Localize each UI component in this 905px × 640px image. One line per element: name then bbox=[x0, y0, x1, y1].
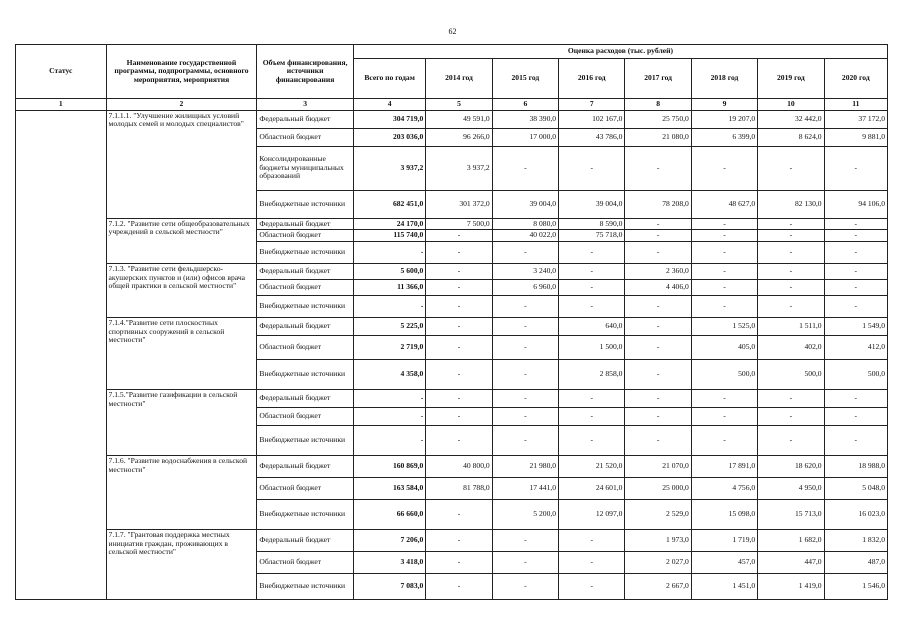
table-row bbox=[16, 110, 888, 128]
year-value-cell: - bbox=[426, 230, 492, 242]
year-value-cell: - bbox=[625, 218, 691, 230]
header-total: Всего по годам bbox=[353, 59, 425, 99]
funding-source: Федеральный бюджет bbox=[257, 218, 354, 230]
status-cell bbox=[16, 110, 107, 600]
year-value-cell: - bbox=[824, 296, 887, 318]
total-cell: 160 869,0 bbox=[353, 456, 425, 478]
year-value-cell: 8 080,0 bbox=[492, 218, 558, 230]
activity-name: 7.1.4."Развитие сети плоскостных спортивных сооружений в сельской местности" bbox=[106, 318, 257, 390]
column-number: 2 bbox=[106, 99, 257, 111]
year-value-cell: - bbox=[824, 408, 887, 426]
year-value-cell: 39 004,0 bbox=[559, 190, 625, 218]
year-value-cell: - bbox=[691, 264, 757, 280]
total-cell: - bbox=[353, 408, 425, 426]
year-value-cell: 6 399,0 bbox=[691, 128, 757, 146]
year-value-cell: 81 788,0 bbox=[426, 478, 492, 500]
year-value-cell: 1 549,0 bbox=[824, 318, 887, 336]
year-value-cell: - bbox=[758, 242, 824, 264]
total-cell: 7 206,0 bbox=[353, 530, 425, 552]
year-value-cell: - bbox=[559, 264, 625, 280]
year-value-cell: - bbox=[492, 574, 558, 600]
year-value-cell: 402,0 bbox=[758, 336, 824, 360]
year-value-cell: - bbox=[426, 426, 492, 456]
year-value-cell: 12 097,0 bbox=[559, 500, 625, 530]
year-value-cell: - bbox=[559, 296, 625, 318]
year-value-cell: 1 451,0 bbox=[691, 574, 757, 600]
year-value-cell: 1 500,0 bbox=[559, 336, 625, 360]
activity-name: 7.1.3. "Развитие сети фельдшерско-акушерских пунктов и (или) офисов врача общей практики в сельской местности" bbox=[106, 264, 257, 318]
total-cell: - bbox=[353, 296, 425, 318]
funding-source: Консолидированные бюджеты муниципальных образований bbox=[257, 146, 354, 190]
year-value-cell: 21 080,0 bbox=[625, 128, 691, 146]
column-number: 7 bbox=[559, 99, 625, 111]
year-value-cell: - bbox=[625, 230, 691, 242]
year-value-cell: 102 167,0 bbox=[559, 110, 625, 128]
year-value-cell: 43 786,0 bbox=[559, 128, 625, 146]
year-value-cell: - bbox=[426, 318, 492, 336]
year-value-cell: 39 004,0 bbox=[492, 190, 558, 218]
year-value-cell: - bbox=[426, 408, 492, 426]
year-value-cell: 1 973,0 bbox=[625, 530, 691, 552]
header-year: 2016 год bbox=[559, 59, 625, 99]
year-value-cell: 17 441,0 bbox=[492, 478, 558, 500]
year-value-cell: - bbox=[625, 242, 691, 264]
year-value-cell: - bbox=[691, 390, 757, 408]
year-value-cell: 447,0 bbox=[758, 552, 824, 574]
year-value-cell: 37 172,0 bbox=[824, 110, 887, 128]
year-value-cell: - bbox=[426, 264, 492, 280]
year-value-cell: 38 390,0 bbox=[492, 110, 558, 128]
table-row bbox=[16, 218, 888, 230]
year-value-cell: 500,0 bbox=[758, 360, 824, 390]
header-year: 2014 год bbox=[426, 59, 492, 99]
year-value-cell: 640,0 bbox=[559, 318, 625, 336]
table-row bbox=[16, 530, 888, 552]
year-value-cell: - bbox=[758, 296, 824, 318]
year-value-cell: 500,0 bbox=[691, 360, 757, 390]
year-value-cell: - bbox=[691, 242, 757, 264]
year-value-cell: 4 756,0 bbox=[691, 478, 757, 500]
year-value-cell: - bbox=[492, 530, 558, 552]
year-value-cell: - bbox=[758, 390, 824, 408]
year-value-cell: 17 891,0 bbox=[691, 456, 757, 478]
year-value-cell: - bbox=[691, 296, 757, 318]
funding-source: Внебюджетные источники bbox=[257, 296, 354, 318]
year-value-cell: 18 988,0 bbox=[824, 456, 887, 478]
year-value-cell: 1 546,0 bbox=[824, 574, 887, 600]
year-value-cell: - bbox=[559, 146, 625, 190]
year-value-cell: 5 048,0 bbox=[824, 478, 887, 500]
total-cell: 66 660,0 bbox=[353, 500, 425, 530]
year-value-cell: 19 207,0 bbox=[691, 110, 757, 128]
year-value-cell: - bbox=[492, 552, 558, 574]
total-cell: 24 170,0 bbox=[353, 218, 425, 230]
year-value-cell: - bbox=[426, 500, 492, 530]
activity-name: 7.1.7. "Грантовая поддержка местных инициатив граждан, проживающих в сельской местности" bbox=[106, 530, 257, 600]
activity-name: 7.1.6. "Развитие водоснабжения в сельской местности" bbox=[106, 456, 257, 530]
year-value-cell: 1 511,0 bbox=[758, 318, 824, 336]
year-value-cell: - bbox=[758, 264, 824, 280]
year-value-cell: 2 027,0 bbox=[625, 552, 691, 574]
year-value-cell: 405,0 bbox=[691, 336, 757, 360]
year-value-cell: 1 419,0 bbox=[758, 574, 824, 600]
budget-table bbox=[15, 44, 888, 600]
year-value-cell: - bbox=[758, 230, 824, 242]
column-number: 3 bbox=[257, 99, 354, 111]
year-value-cell: - bbox=[492, 408, 558, 426]
year-value-cell: - bbox=[426, 280, 492, 296]
year-value-cell: 15 098,0 bbox=[691, 500, 757, 530]
year-value-cell: 2 529,0 bbox=[625, 500, 691, 530]
total-cell: 115 740,0 bbox=[353, 230, 425, 242]
year-value-cell: 2 858,0 bbox=[559, 360, 625, 390]
year-value-cell: - bbox=[824, 264, 887, 280]
year-value-cell: - bbox=[492, 318, 558, 336]
column-number: 4 bbox=[353, 99, 425, 111]
year-value-cell: - bbox=[758, 426, 824, 456]
year-value-cell: 1 525,0 bbox=[691, 318, 757, 336]
year-value-cell: 75 718,0 bbox=[559, 230, 625, 242]
table-row bbox=[16, 264, 888, 280]
header-year: 2020 год bbox=[824, 59, 887, 99]
year-value-cell: 2 360,0 bbox=[625, 264, 691, 280]
total-cell: 304 719,0 bbox=[353, 110, 425, 128]
column-number: 8 bbox=[625, 99, 691, 111]
year-value-cell: 40 022,0 bbox=[492, 230, 558, 242]
year-value-cell: - bbox=[691, 146, 757, 190]
year-value-cell: 3 937,2 bbox=[426, 146, 492, 190]
year-value-cell: 21 980,0 bbox=[492, 456, 558, 478]
year-value-cell: - bbox=[559, 390, 625, 408]
year-value-cell: 18 620,0 bbox=[758, 456, 824, 478]
year-value-cell: 21 070,0 bbox=[625, 456, 691, 478]
year-value-cell: - bbox=[625, 390, 691, 408]
total-cell: 682 451,0 bbox=[353, 190, 425, 218]
year-value-cell: 301 372,0 bbox=[426, 190, 492, 218]
year-value-cell: - bbox=[426, 242, 492, 264]
table-row bbox=[16, 456, 888, 478]
year-value-cell: - bbox=[824, 242, 887, 264]
column-number: 9 bbox=[691, 99, 757, 111]
funding-source: Внебюджетные источники bbox=[257, 360, 354, 390]
year-value-cell: - bbox=[691, 280, 757, 296]
year-value-cell: - bbox=[492, 242, 558, 264]
year-value-cell: - bbox=[824, 426, 887, 456]
column-number: 11 bbox=[824, 99, 887, 111]
column-number: 1 bbox=[16, 99, 107, 111]
year-value-cell: - bbox=[625, 408, 691, 426]
year-value-cell: - bbox=[824, 218, 887, 230]
year-value-cell: 3 240,0 bbox=[492, 264, 558, 280]
year-value-cell: 49 591,0 bbox=[426, 110, 492, 128]
total-cell: - bbox=[353, 426, 425, 456]
year-value-cell: 24 601,0 bbox=[559, 478, 625, 500]
year-value-cell: 4 950,0 bbox=[758, 478, 824, 500]
total-cell: 7 083,0 bbox=[353, 574, 425, 600]
year-value-cell: - bbox=[625, 146, 691, 190]
total-cell: 3 418,0 bbox=[353, 552, 425, 574]
year-value-cell: - bbox=[758, 146, 824, 190]
column-number: 6 bbox=[492, 99, 558, 111]
header-year: 2019 год bbox=[758, 59, 824, 99]
funding-source: Федеральный бюджет bbox=[257, 456, 354, 478]
year-value-cell: 94 106,0 bbox=[824, 190, 887, 218]
year-value-cell: - bbox=[426, 360, 492, 390]
year-value-cell: - bbox=[758, 408, 824, 426]
year-value-cell: - bbox=[559, 408, 625, 426]
year-value-cell: - bbox=[559, 552, 625, 574]
year-value-cell: - bbox=[625, 360, 691, 390]
funding-source: Областной бюджет bbox=[257, 336, 354, 360]
total-cell: 3 937,2 bbox=[353, 146, 425, 190]
year-value-cell: 8 624,0 bbox=[758, 128, 824, 146]
year-value-cell: - bbox=[426, 336, 492, 360]
funding-source: Областной бюджет bbox=[257, 128, 354, 146]
year-value-cell: 4 406,0 bbox=[625, 280, 691, 296]
total-cell: - bbox=[353, 390, 425, 408]
funding-source: Областной бюджет bbox=[257, 280, 354, 296]
year-value-cell: 78 208,0 bbox=[625, 190, 691, 218]
funding-source: Внебюджетные источники bbox=[257, 242, 354, 264]
year-value-cell: - bbox=[426, 390, 492, 408]
column-number: 5 bbox=[426, 99, 492, 111]
year-value-cell: 32 442,0 bbox=[758, 110, 824, 128]
table-row bbox=[16, 318, 888, 336]
year-value-cell: - bbox=[625, 296, 691, 318]
year-value-cell: 457,0 bbox=[691, 552, 757, 574]
funding-source: Внебюджетные источники bbox=[257, 574, 354, 600]
year-value-cell: 25 750,0 bbox=[625, 110, 691, 128]
year-value-cell: - bbox=[426, 530, 492, 552]
year-value-cell: 500,0 bbox=[824, 360, 887, 390]
total-cell: - bbox=[353, 242, 425, 264]
year-value-cell: - bbox=[426, 296, 492, 318]
total-cell: 11 366,0 bbox=[353, 280, 425, 296]
year-value-cell: 1 832,0 bbox=[824, 530, 887, 552]
activity-name: 7.1.1.1. "Улучшение жилищных условий молодых семей и молодых специалистов" bbox=[106, 110, 257, 218]
year-value-cell: - bbox=[824, 390, 887, 408]
funding-source: Федеральный бюджет bbox=[257, 110, 354, 128]
year-value-cell: - bbox=[691, 408, 757, 426]
funding-source: Федеральный бюджет bbox=[257, 318, 354, 336]
year-value-cell: 1 682,0 bbox=[758, 530, 824, 552]
year-value-cell: 17 000,0 bbox=[492, 128, 558, 146]
year-value-cell: - bbox=[559, 242, 625, 264]
column-number: 10 bbox=[758, 99, 824, 111]
year-value-cell: 2 667,0 bbox=[625, 574, 691, 600]
year-value-cell: - bbox=[492, 296, 558, 318]
header-program-name: Наименование государственной программы, подпрограммы, основного мероприятия, мероприятия bbox=[106, 45, 257, 99]
year-value-cell: - bbox=[625, 426, 691, 456]
year-value-cell: - bbox=[691, 230, 757, 242]
funding-source: Федеральный бюджет bbox=[257, 390, 354, 408]
header-year: 2015 год bbox=[492, 59, 558, 99]
funding-source: Внебюджетные источники bbox=[257, 500, 354, 530]
year-value-cell: - bbox=[625, 336, 691, 360]
total-cell: 2 719,0 bbox=[353, 336, 425, 360]
year-value-cell: 9 881,0 bbox=[824, 128, 887, 146]
header-status: Статус bbox=[16, 45, 107, 99]
year-value-cell: - bbox=[559, 426, 625, 456]
funding-source: Внебюджетные источники bbox=[257, 426, 354, 456]
year-value-cell: - bbox=[824, 280, 887, 296]
funding-source: Федеральный бюджет bbox=[257, 530, 354, 552]
year-value-cell: - bbox=[824, 230, 887, 242]
year-value-cell: 25 000,0 bbox=[625, 478, 691, 500]
year-value-cell: 8 590,0 bbox=[559, 218, 625, 230]
year-value-cell: - bbox=[492, 336, 558, 360]
year-value-cell: 487,0 bbox=[824, 552, 887, 574]
year-value-cell: - bbox=[492, 426, 558, 456]
total-cell: 203 036,0 bbox=[353, 128, 425, 146]
year-value-cell: - bbox=[625, 318, 691, 336]
year-value-cell: 5 200,0 bbox=[492, 500, 558, 530]
year-value-cell: - bbox=[758, 218, 824, 230]
year-value-cell: - bbox=[691, 218, 757, 230]
header-year: 2018 год bbox=[691, 59, 757, 99]
year-value-cell: - bbox=[492, 360, 558, 390]
year-value-cell: - bbox=[426, 552, 492, 574]
year-value-cell: 96 266,0 bbox=[426, 128, 492, 146]
year-value-cell: 1 719,0 bbox=[691, 530, 757, 552]
year-value-cell: - bbox=[492, 146, 558, 190]
year-value-cell: - bbox=[824, 146, 887, 190]
total-cell: 5 600,0 bbox=[353, 264, 425, 280]
header-estimate: Оценка расходов (тыс. рублей) bbox=[353, 45, 887, 59]
year-value-cell: 15 713,0 bbox=[758, 500, 824, 530]
year-value-cell: 48 627,0 bbox=[691, 190, 757, 218]
funding-source: Областной бюджет bbox=[257, 230, 354, 242]
year-value-cell: - bbox=[426, 574, 492, 600]
year-value-cell: - bbox=[691, 426, 757, 456]
year-value-cell: - bbox=[492, 390, 558, 408]
table-row bbox=[16, 390, 888, 408]
activity-name: 7.1.5."Развитие газификации в сельской местности" bbox=[106, 390, 257, 456]
funding-source: Областной бюджет bbox=[257, 552, 354, 574]
header-funding: Объем финансирования, источники финансирования bbox=[257, 45, 354, 99]
year-value-cell: 40 800,0 bbox=[426, 456, 492, 478]
header-year: 2017 год bbox=[625, 59, 691, 99]
year-value-cell: - bbox=[559, 280, 625, 296]
year-value-cell: 6 960,0 bbox=[492, 280, 558, 296]
total-cell: 5 225,0 bbox=[353, 318, 425, 336]
year-value-cell: - bbox=[758, 280, 824, 296]
year-value-cell: - bbox=[559, 574, 625, 600]
year-value-cell: 412,0 bbox=[824, 336, 887, 360]
funding-source: Федеральный бюджет bbox=[257, 264, 354, 280]
year-value-cell: 82 130,0 bbox=[758, 190, 824, 218]
total-cell: 4 358,0 bbox=[353, 360, 425, 390]
activity-name: 7.1.2. "Развитие сети общеобразовательных учреждений в сельской местности" bbox=[106, 218, 257, 264]
page-number: 62 bbox=[448, 27, 457, 36]
funding-source: Внебюджетные источники bbox=[257, 190, 354, 218]
year-value-cell: 16 023,0 bbox=[824, 500, 887, 530]
year-value-cell: 21 520,0 bbox=[559, 456, 625, 478]
total-cell: 163 584,0 bbox=[353, 478, 425, 500]
funding-source: Областной бюджет bbox=[257, 408, 354, 426]
funding-source: Областной бюджет bbox=[257, 478, 354, 500]
year-value-cell: 7 500,0 bbox=[426, 218, 492, 230]
year-value-cell: - bbox=[559, 530, 625, 552]
